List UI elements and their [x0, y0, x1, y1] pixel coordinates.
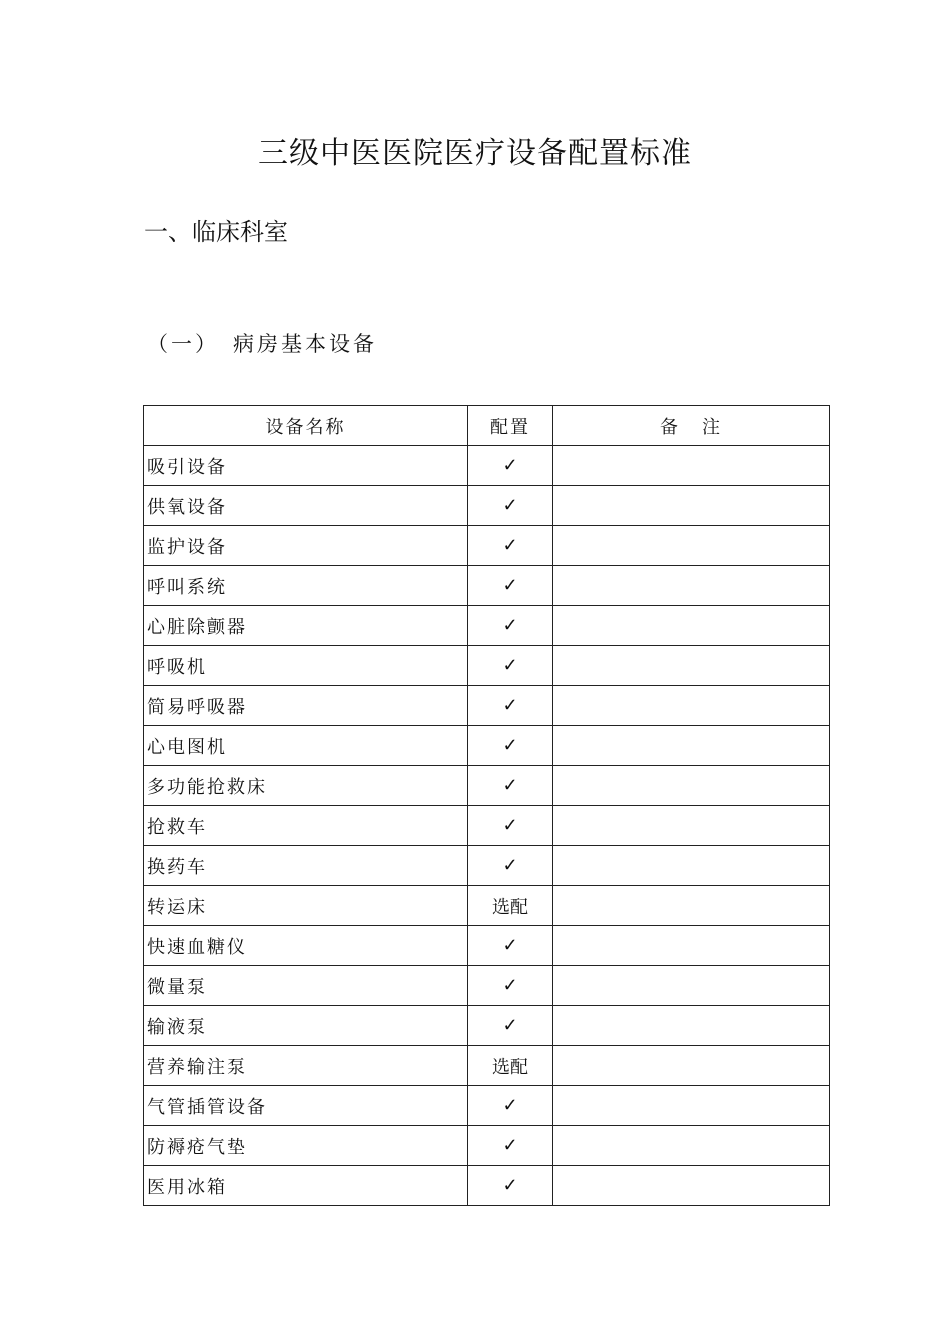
table-row	[144, 766, 830, 806]
table-row	[144, 686, 830, 726]
equipment-name: 监护设备	[144, 526, 468, 566]
header-config: 配置	[468, 406, 553, 446]
table-row	[144, 446, 830, 486]
equipment-name: 多功能抢救床	[144, 766, 468, 806]
equipment-name: 转运床	[144, 886, 468, 926]
table-row	[144, 1006, 830, 1046]
equipment-name: 输液泵	[144, 1006, 468, 1046]
note-cell	[553, 1006, 830, 1046]
equipment-name: 防褥疮气垫	[144, 1126, 468, 1166]
equipment-name: 呼吸机	[144, 646, 468, 686]
equipment-name: 供氧设备	[144, 486, 468, 526]
note-cell	[553, 606, 830, 646]
note-cell	[553, 566, 830, 606]
header-equipment-name: 设备名称	[144, 406, 468, 446]
config-value: ✓	[468, 526, 553, 566]
table-row	[144, 726, 830, 766]
table-row	[144, 926, 830, 966]
config-value: ✓	[468, 486, 553, 526]
config-value: ✓	[468, 1166, 553, 1206]
equipment-name: 抢救车	[144, 806, 468, 846]
config-value: ✓	[468, 566, 553, 606]
table-row	[144, 1126, 830, 1166]
subsection-heading	[147, 328, 377, 358]
note-cell	[553, 846, 830, 886]
config-value: ✓	[468, 846, 553, 886]
table-row	[144, 646, 830, 686]
note-cell	[553, 1166, 830, 1206]
config-value: ✓	[468, 806, 553, 846]
config-value: ✓	[468, 646, 553, 686]
note-cell	[553, 526, 830, 566]
table-row	[144, 1086, 830, 1126]
equipment-table	[143, 405, 830, 1206]
equipment-name: 心电图机	[144, 726, 468, 766]
header-note	[553, 406, 830, 446]
subsection-number: （一）	[147, 332, 219, 356]
config-value: ✓	[468, 726, 553, 766]
table-row	[144, 806, 830, 846]
table-row	[144, 1046, 830, 1086]
document-title: 三级中医医院医疗设备配置标准	[258, 136, 692, 171]
note-cell	[553, 646, 830, 686]
table-body	[144, 446, 830, 1206]
config-value: ✓	[468, 966, 553, 1006]
header-note-char-1: 备	[660, 416, 680, 438]
equipment-name: 气管插管设备	[144, 1086, 468, 1126]
table-row	[144, 846, 830, 886]
table-row	[144, 526, 830, 566]
equipment-name: 心脏除颤器	[144, 606, 468, 646]
config-value: ✓	[468, 926, 553, 966]
config-value: ✓	[468, 686, 553, 726]
section-heading: 一、临床科室	[144, 218, 288, 246]
equipment-name: 换药车	[144, 846, 468, 886]
config-value: ✓	[468, 766, 553, 806]
note-cell	[553, 766, 830, 806]
subsection-label: 病房基本设备	[233, 332, 377, 356]
note-cell	[553, 926, 830, 966]
table-row	[144, 966, 830, 1006]
note-cell	[553, 686, 830, 726]
table-row	[144, 606, 830, 646]
note-cell	[553, 806, 830, 846]
equipment-name: 吸引设备	[144, 446, 468, 486]
equipment-name: 简易呼吸器	[144, 686, 468, 726]
config-value: ✓	[468, 1126, 553, 1166]
table-row	[144, 886, 830, 926]
note-cell	[553, 486, 830, 526]
table-row	[144, 486, 830, 526]
table-header-row	[144, 406, 830, 446]
equipment-name: 快速血糖仪	[144, 926, 468, 966]
table-row	[144, 566, 830, 606]
note-cell	[553, 446, 830, 486]
note-cell	[553, 1046, 830, 1086]
equipment-name: 营养输注泵	[144, 1046, 468, 1086]
config-value: ✓	[468, 606, 553, 646]
note-cell	[553, 1086, 830, 1126]
note-cell	[553, 1126, 830, 1166]
note-cell	[553, 966, 830, 1006]
table-row	[144, 1166, 830, 1206]
header-note-char-2: 注	[702, 416, 722, 438]
config-value: ✓	[468, 446, 553, 486]
config-value: ✓	[468, 1006, 553, 1046]
config-value: ✓	[468, 1086, 553, 1126]
equipment-name: 呼叫系统	[144, 566, 468, 606]
equipment-name: 医用冰箱	[144, 1166, 468, 1206]
config-value: 选配	[468, 1046, 553, 1086]
note-cell	[553, 726, 830, 766]
equipment-name: 微量泵	[144, 966, 468, 1006]
note-cell	[553, 886, 830, 926]
config-value: 选配	[468, 886, 553, 926]
